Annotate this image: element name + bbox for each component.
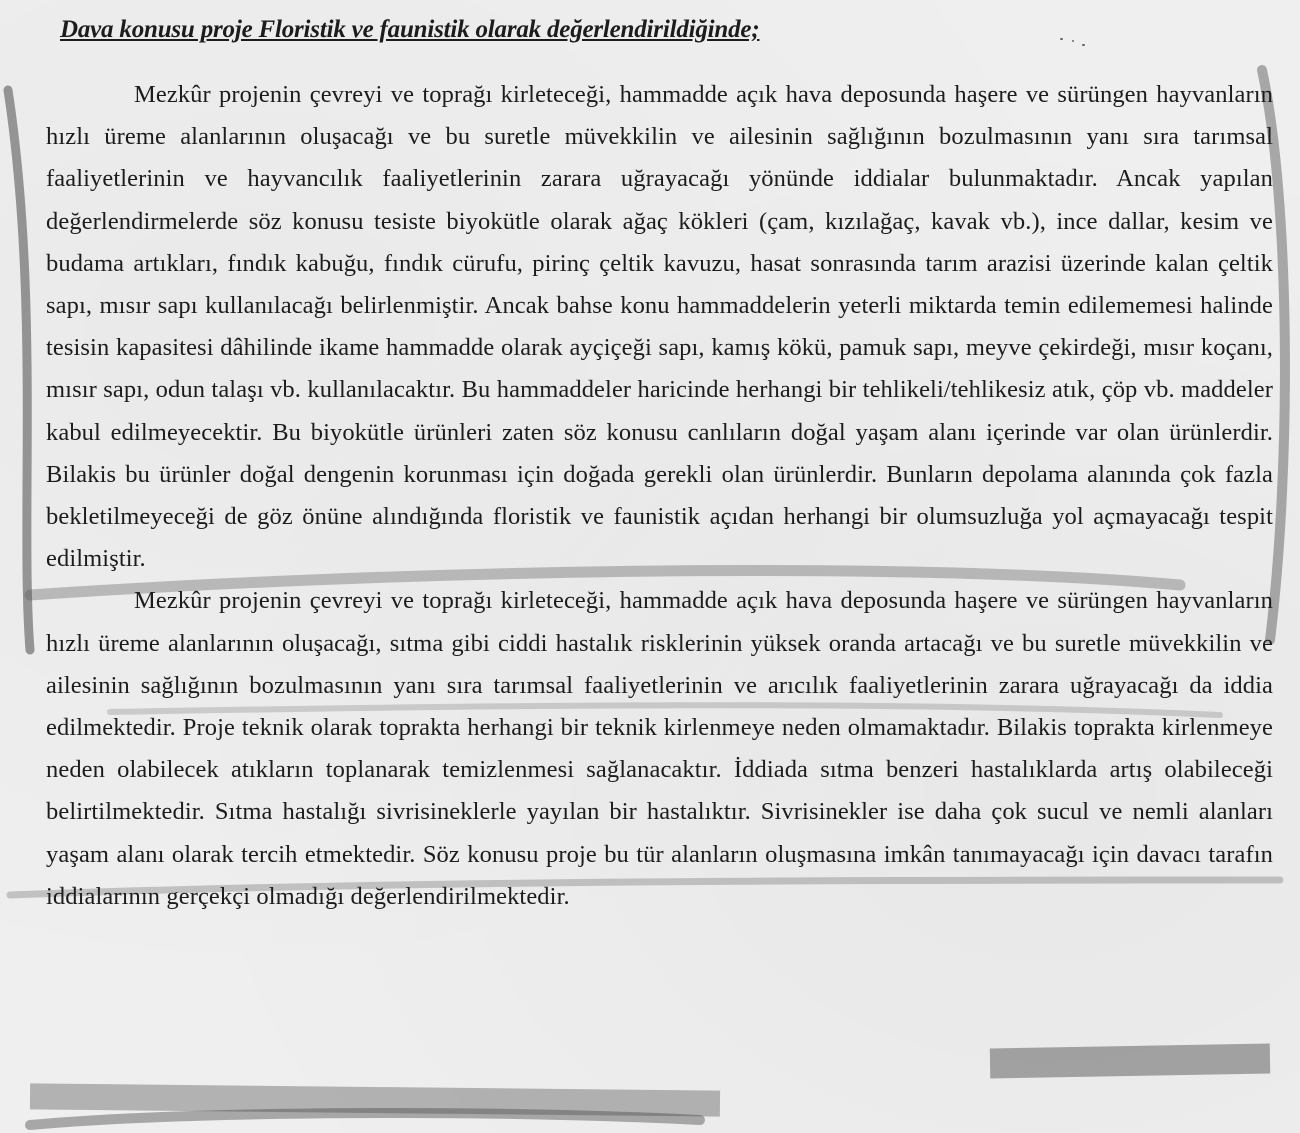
paragraph-1: Mezkûr projenin çevreyi ve toprağı kirleteceği, hammadde açık hava deposunda haşere ve sürüngen hayvanların hızlı üreme alanlarının oluşacağı ve bu suretle müvekkilin ve ailesinin sağlığının bozulmasının yanı sıra tarımsal faaliyetlerinin ve hayvancılık faaliyetlerinin zarara uğrayacağı yönünde iddialar bulunmaktadır. Ancak yapılan değerlendirmelerde söz konusu tesiste biyokütle olarak ağaç kökleri (çam, kızılağaç, kavak vb.), ince dallar, kesim ve budama artıkları, fındık kabuğu, fındık cürufu, pirinç çeltik kavuzu, hasat sonrasında tarım arazisi üzerinde kalan çeltik sapı, mısır sapı kullanılacağı belirlenmiştir. Ancak bahse konu hammaddelerin yeterli miktarda temin edilememesi halinde tesisin kapasitesi dâhilinde ikame hammadde olarak ayçiçeği sapı, kamış kökü, pamuk sapı, meyve çekirdeği, mısır koçanı, mısır sapı, odun talaşı vb. kullanılacaktır. Bu hammaddeler haricinde herhangi bir tehlikeli/tehlikesiz atık, çöp vb. maddeler kabul edilmeyecektir. Bu biyokütle ürünleri zaten söz konusu canlıların doğal yaşam alanı içerinde var olan ürünlerdir. Bilakis bu ürünler doğal dengenin korunması için doğada gerekli olan ürünlerdir. Bunların depolama alanında çok fazla bekletilmeyeceği de göz önüne alındığında floristik ve faunistik açıdan herhangi bir olumsuzluğa yol açmayacağı tespit edilmiştir.: [46, 81, 1273, 573]
paragraph-2: Mezkûr projenin çevreyi ve toprağı kirleteceği, hammadde açık hava deposunda haşere ve sürüngen hayvanların hızlı üreme alanlarının oluşacağı, sıtma gibi ciddi hastalık risklerinin yüksek oranda artacağı ve bu suretle müvekkilin ve ailesinin sağlığının bozulmasının yanı sıra tarımsal faaliyetlerinin ve arıcılık faaliyetlerinin zarara uğrayacağı da iddia edilmektedir. Proje teknik olarak toprakta herhangi bir teknik kirlenmeye neden olmamaktadır. Bilakis toprakta kirlenmeye neden olabilecek atıkların toplanarak temizlenmesi sağlanacaktır. İddiada sıtma benzeri hastalıklarda artış olabileceği belirtilmektedir. Sıtma hastalığı sivrisineklerle yayılan bir hastalıktır. Sivrisinekler ise daha çok sucul ve nemli alanları yaşam alanı olarak tercih etmektedir. Söz konusu proje bu tür alanların oluşmasına imkân tanımayacağı için davacı tarafın iddialarının gerçekçi olmadığı değerlendirilmektedir.: [46, 587, 1273, 910]
scan-speck: [1060, 38, 1063, 40]
scan-speck: [1072, 40, 1074, 42]
highlighter-streak-2: [30, 1083, 720, 1116]
scan-speck: [1082, 44, 1085, 46]
section-heading: Dava konusu proje Floristik ve faunistik olarak değerlendirildiğinde;: [60, 16, 760, 43]
highlighter-streak-1: [990, 1044, 1270, 1079]
document-body: [46, 74, 1273, 918]
